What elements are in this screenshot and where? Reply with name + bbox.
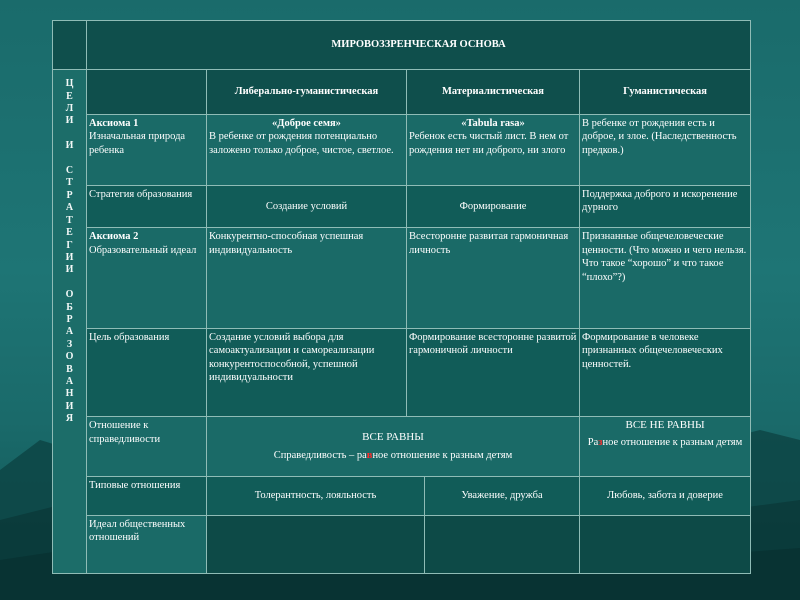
- side-label-letter: И: [65, 264, 74, 276]
- side-label-letter: [55, 277, 84, 289]
- goal-liberal-cell: Создание условий выбора для самоактуализации и самореализации конкурентоспособной, успешной индивидуальности: [207, 328, 407, 416]
- side-label-letter: С: [65, 165, 74, 177]
- axiom1-label: Изначальная природа ребенка: [89, 131, 186, 156]
- strategy-humanist-cell: Поддержка доброго и искоренение дурного: [580, 185, 751, 227]
- axiom1-liberal-cell: [207, 114, 407, 185]
- axiom2-materialist-cell: Всесторонне развитая гармоничная личность: [407, 228, 580, 329]
- justice-humanist-cell: [580, 417, 751, 477]
- side-label-letter: О: [65, 289, 74, 301]
- side-label-letter: Р: [66, 189, 73, 201]
- strategy-liberal-cell: Создание условий: [207, 185, 407, 227]
- ideology-comparison-table: [52, 20, 751, 574]
- main-header: МИРОВОЗЗРЕНЧЕСКАЯ ОСНОВА: [87, 21, 751, 70]
- side-label-letter: А: [65, 375, 74, 387]
- side-label-letter: О: [65, 351, 74, 363]
- axiom1-title: Аксиома 1: [89, 117, 139, 129]
- side-label-letter: И: [65, 140, 74, 152]
- strategy-materialist-cell: Формирование: [407, 185, 580, 227]
- axiom2-title: Аксиома 2: [89, 231, 139, 243]
- side-label-letter: Т: [66, 177, 73, 189]
- row-label-axiom2: [87, 228, 207, 329]
- side-label-letter: Я: [65, 413, 74, 425]
- axiom2-liberal-cell: Конкурентно-способная успешная индивидуальность: [207, 228, 407, 329]
- side-label-letter: Т: [66, 214, 73, 226]
- side-label-letter: Г: [66, 239, 73, 251]
- side-label-letter: З: [66, 338, 73, 350]
- axiom1-materialist-cell: [407, 114, 580, 185]
- side-label-letter: Н: [65, 388, 74, 400]
- side-label-letter: И: [65, 115, 74, 127]
- ideal-liberal-cell: [207, 515, 425, 573]
- side-label-letter: А: [65, 202, 74, 214]
- axiom1-materialist-text: Ребенок есть чистый лист. В нем от рождения нет ни доброго, ни злого: [409, 131, 569, 156]
- side-label-letter: Р: [66, 313, 73, 325]
- side-label-letter: И: [65, 400, 74, 412]
- ideal-materialist-cell: [425, 515, 580, 573]
- side-label-letters: [55, 78, 84, 425]
- justice-humanist-text: Разное отношение к разным детям: [587, 436, 743, 448]
- side-label-letter: Ц: [65, 78, 74, 90]
- row-label-axiom1: [87, 114, 207, 185]
- typical-liberal-cell: Толерантность, лояльность: [207, 477, 425, 515]
- axiom1-humanist-cell: В ребенке от рождения есть и доброе, и злое. (Наследственность предков.): [580, 114, 751, 185]
- axiom2-humanist-cell: Признанные общечеловеческие ценности. (Что можно и чего нельзя. Что такое “хорошо” и что такое “плохо”?): [580, 228, 751, 329]
- row-label-goal: Цель образования: [87, 328, 207, 416]
- row-label-strategy: Стратегия образования: [87, 185, 207, 227]
- axiom1-materialist-title: «Tabula rasa»: [461, 117, 525, 129]
- goal-materialist-cell: Формирование всесторонне развитой гармоничной личности: [407, 328, 580, 416]
- justice-merged-text: Справедливость – равное отношение к разным детям: [273, 449, 513, 461]
- typical-humanist-cell: Любовь, забота и доверие: [580, 477, 751, 515]
- side-label-letter: [55, 153, 84, 165]
- axiom2-label: Образовательный идеал: [89, 244, 197, 256]
- side-label-letter: Б: [66, 301, 73, 313]
- goal-humanist-cell: Формирование в человеке признанных общечеловеческих ценностей.: [580, 328, 751, 416]
- side-label-letter: И: [65, 251, 74, 263]
- corner-cell: [53, 21, 87, 70]
- side-label-letter: Е: [66, 227, 73, 239]
- typical-materialist-cell: Уважение, дружба: [425, 477, 580, 515]
- side-label-letter: А: [65, 326, 74, 338]
- col-header-humanist: Гуманистическая: [580, 70, 751, 114]
- col-header-materialist: Материалистическая: [407, 70, 580, 114]
- row-label-typical: Типовые отношения: [87, 477, 207, 515]
- justice-humanist-title: ВСЕ НЕ РАВНЫ: [625, 419, 705, 432]
- row-label-ideal: Идеал общественных отношений: [87, 515, 207, 573]
- ideal-humanist-cell: [580, 515, 751, 573]
- header-empty-cell: [87, 70, 207, 114]
- side-label-letter: Е: [66, 90, 73, 102]
- axiom1-liberal-text: В ребенке от рождения потенциально заложено только доброе, чистое, светлое.: [209, 131, 394, 156]
- justice-merged-cell: [207, 417, 580, 477]
- justice-merged-title: ВСЕ РАВНЫ: [362, 431, 424, 444]
- side-label-letter: В: [66, 363, 73, 375]
- row-label-justice: Отношение к справедливости: [87, 417, 207, 477]
- col-header-liberal: Либерально-гуманистическая: [207, 70, 407, 114]
- side-label: [53, 70, 87, 574]
- side-label-letter: Л: [65, 103, 74, 115]
- side-label-letter: [55, 128, 84, 140]
- axiom1-liberal-title: «Доброе семя»: [272, 117, 341, 129]
